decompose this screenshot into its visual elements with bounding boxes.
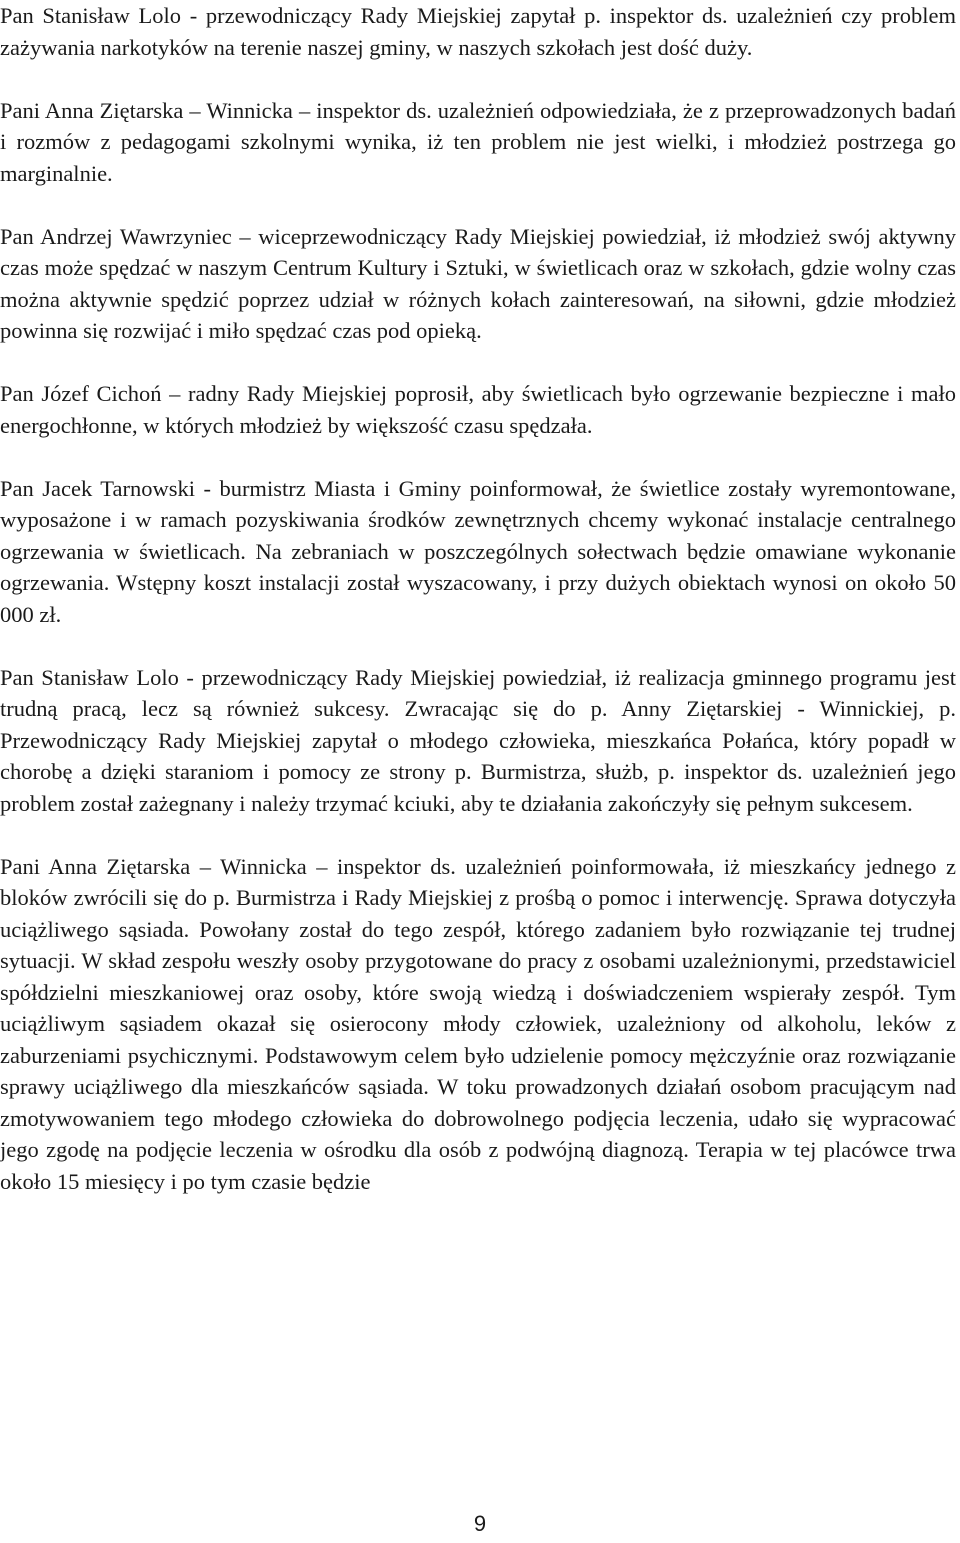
paragraph-lolo-question: Pan Stanisław Lolo - przewodniczący Rady Miejskiej zapytał p. inspektor ds. uzależnień czy problem zażywania narkotyków na terenie naszej gminy, w naszych szkołach jest dość duży. xyxy=(0,3,956,60)
paragraph-cichon: Pan Józef Cichoń – radny Rady Miejskiej poprosił, aby świetlicach było ogrzewanie bezpieczne i mało energochłonne, w których młodzież by większość czasu spędzała. xyxy=(0,381,956,438)
paragraph-wawrzyniec: Pan Andrzej Wawrzyniec – wiceprzewodniczący Rady Miejskiej powiedział, iż młodzież swój aktywny czas może spędzać w naszym Centrum Kultury i Sztuki, w świetlicach oraz w szkołach, gdzie wolny czas można aktywnie spędzić poprzez udział w różnych kołach zainteresowań, na siłowni, gdzie młodzież powinna się rozwijać i miło spędzać czas pod opieką. xyxy=(0,223,956,343)
paragraph-zietarska-answer: Pani Anna Ziętarska – Winnicka – inspektor ds. uzależnień odpowiedziała, że z przeprowadzonych badań i rozmów z pedagogami szkolnymi wynika, iż ten problem nie jest wielki, i młodzież postrzega go marginalnie. xyxy=(0,97,956,186)
paragraph-lolo-statement: Pan Stanisław Lolo - przewodniczący Rady Miejskiej powiedział, iż realizacja gminnego programu jest trudną pracą, lecz są również sukcesy. Zwracając się do p. Anny Ziętarskiej - Winnickiej, p. Przewodniczący Rady Miejskiej zapytał o młodego człowieka, mieszkańca Połańca, który popadł w chorobę a dzięki staraniom i pomocy ze strony p. Burmistrza, służb, p. inspektor ds. uzależnień jego problem został zażegnany i należy trzymać kciuki, aby te działania zakończyły się pełnym sukcesem. xyxy=(0,664,956,816)
paragraph-tarnowski: Pan Jacek Tarnowski - burmistrz Miasta i Gminy poinformował, że świetlice zostały wyremontowane, wyposażone i w ramach pozyskiwania środków zewnętrznych chcemy wykonać instalacje centralnego ogrzewania w świetlicach. Na zebraniach w poszczególnych sołectwach będzie omawiane wykonanie ogrzewania. Wstępny koszt instalacji został wyszacowany, i przy dużych obiektach wynosi on około 50 000 zł. xyxy=(0,475,956,627)
paragraph-zietarska-report: Pani Anna Ziętarska – Winnicka – inspektor ds. uzależnień poinformowała, iż mieszkańcy jednego z bloków zwrócili się do p. Burmistrza i Rady Miejskiej z prośbą o pomoc i interwencję. Sprawa dotyczyła uciążliwego sąsiada. Powołany został do tego zespół, którego zadaniem było rozwiązanie tej trudnej sytuacji. W skład zespołu weszły osoby przygotowane do pracy z osobami uzależnionymi, przedstawiciel spółdzielni mieszkaniowej oraz osoby, które swoją wiedzą i doświadczeniem wspierały zespół. Tym uciążliwym sąsiadem okazał się osierocony młody człowiek, uzależniony od alkoholu, leków z zaburzeniami psychicznymi. Podstawowym celem było udzielenie pomocy mężczyźnie oraz rozwiązanie sprawy uciążliwego dla mieszkańców sąsiada. W toku prowadzonych działań osobom pracującym nad zmotywowaniem tego młodego człowieka do dobrowolnego podjęcia leczenia, udało się wypracować jego zgodę na podjęcie leczenia w ośrodku dla osób z podwójną diagnozą. Terapia w tej placówce trwa około 15 miesięcy i po tym czasie będzie xyxy=(0,853,956,1194)
page-number: 9 xyxy=(473,1511,487,1536)
